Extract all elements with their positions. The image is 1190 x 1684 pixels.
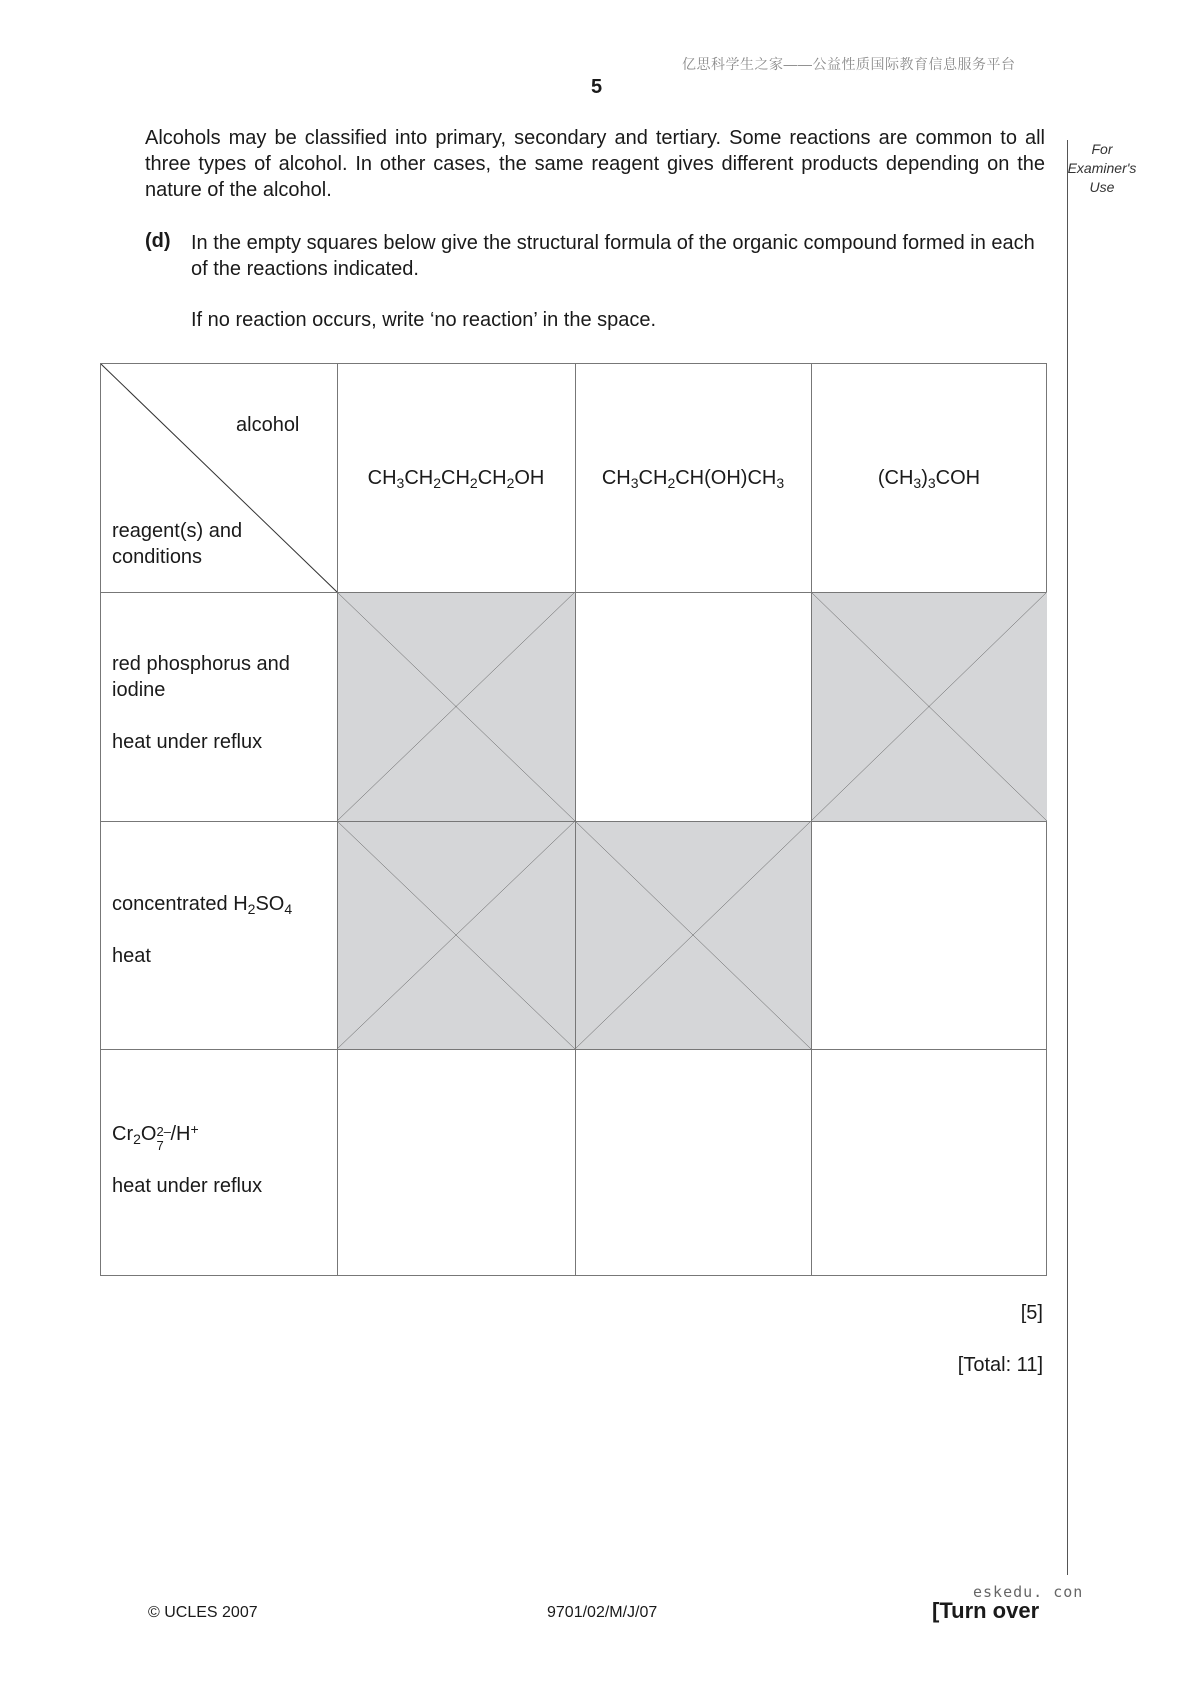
shaded-cell-r2c1 xyxy=(337,821,575,1049)
footer-copyright: © UCLES 2007 xyxy=(148,1604,258,1621)
shaded-cell-r1c3 xyxy=(811,592,1047,821)
question-note: If no reaction occurs, write ‘no reaction’ in the space. xyxy=(191,309,657,331)
corner-header-cell xyxy=(101,364,337,592)
column-header-secondary xyxy=(575,364,811,592)
answer-cell-r2c3[interactable] xyxy=(811,821,1047,1049)
formula-primary-alcohol: $CH_3CH_2CH_2CH_2OH$ xyxy=(367,466,545,491)
condition-heat: heat xyxy=(112,945,151,967)
row-label-red-phosphorus: red phosphorus and iodine heat under reflux xyxy=(112,651,332,755)
page-number: 5 xyxy=(591,76,603,98)
marks-allocation: [5] xyxy=(1020,1302,1043,1324)
answer-cell-r1c2[interactable] xyxy=(575,592,811,821)
reaction-table xyxy=(100,363,1047,1276)
answer-cell-r3c3[interactable] xyxy=(811,1049,1047,1276)
row-label-dichromate: $Cr_2O$ 2– 7 /H+ heat under reflux xyxy=(112,1121,332,1199)
footer-site-watermark: eskedu. con xyxy=(973,1583,1084,1601)
turn-over-label: [Turn over xyxy=(932,1598,1040,1623)
condition-heat-under-reflux: heat under reflux xyxy=(112,1175,263,1197)
total-marks: [Total: 11] xyxy=(957,1354,1043,1376)
question-label: (d) xyxy=(145,230,171,252)
column-header-tertiary xyxy=(811,364,1047,592)
examiner-use-label: For Examiner's Use xyxy=(1067,141,1137,195)
corner-label-reagents: reagent(s) and conditions xyxy=(112,520,243,568)
intro-paragraph: Alcohols may be classified into primary, secondary and tertiary. Some reactions are common to all three types of alcohol. In other cases, the same reagent gives different products depending on the nature of the alcohol. xyxy=(145,127,1045,201)
question-text: In the empty squares below give the structural formula of the organic compound formed in each of the reactions indicated. xyxy=(191,232,1035,280)
shaded-cell-r1c1 xyxy=(337,592,575,821)
corner-label-alcohol: alcohol xyxy=(236,414,300,436)
condition-heat-under-reflux: heat under reflux xyxy=(112,731,263,753)
formula-secondary-alcohol: $CH_3CH_2CH(OH)CH_3$ xyxy=(601,466,785,491)
header-watermark: 亿思科学生之家——公益性质国际教育信息服务平台 xyxy=(682,56,1016,72)
formula-tertiary-alcohol: $(CH_3)_3COH$ xyxy=(877,466,981,491)
footer-paper-code: 9701/02/M/J/07 xyxy=(547,1604,658,1621)
examiner-margin-line xyxy=(1067,140,1068,1575)
row-label-concentrated-h2so4: concentrated $H_2SO_4$ heat xyxy=(112,891,332,969)
answer-cell-r3c2[interactable] xyxy=(575,1049,811,1276)
shaded-cell-r2c2 xyxy=(575,821,811,1049)
answer-cell-r3c1[interactable] xyxy=(337,1049,575,1276)
column-header-primary xyxy=(337,364,575,592)
